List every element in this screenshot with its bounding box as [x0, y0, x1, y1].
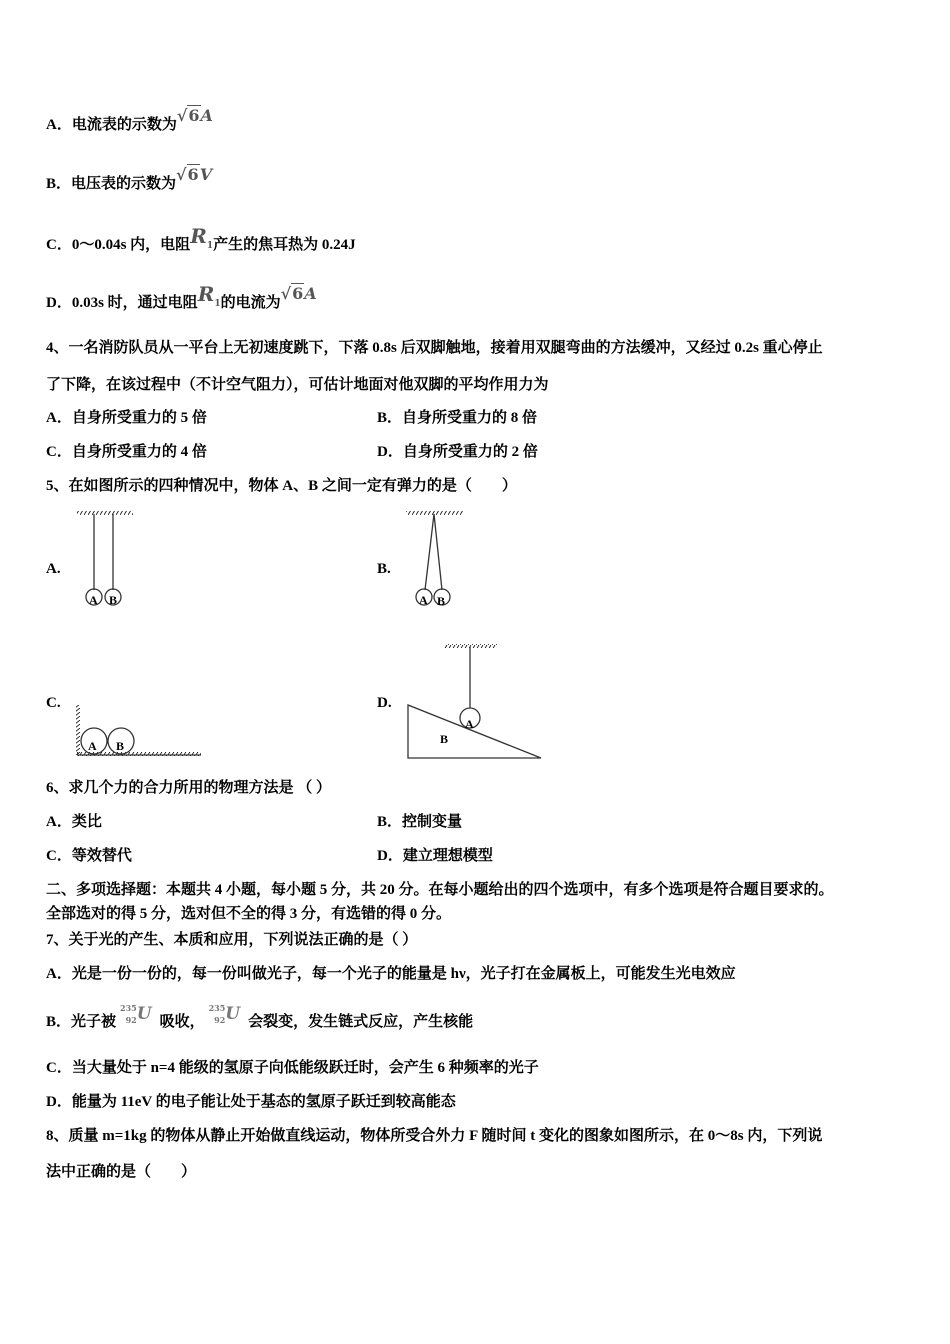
q7-stem: 7、关于光的产生、本质和应用，下列说法正确的是（ ）: [46, 932, 418, 948]
ball-b-label: B: [116, 739, 125, 753]
diagram-b: [406, 511, 464, 605]
option-label: B．: [377, 814, 403, 830]
q4-stem-line2: 了下降，在该过程中（不计空气阻力），可估计地面对他双脚的平均作用力为: [46, 377, 549, 393]
atomic-number: 92: [214, 1015, 226, 1025]
option-text: 产生的焦耳热为 0.24J: [213, 237, 356, 253]
q3-option-d: [46, 282, 317, 320]
q7-option-d: [46, 1092, 456, 1112]
math-sub: 1: [206, 241, 214, 251]
q3-option-a: [46, 106, 213, 135]
q6-option-b: [377, 812, 462, 832]
option-text: 0～0.04s 内，电阻: [71, 237, 191, 253]
option-label: C．: [46, 237, 72, 253]
option-label: C．: [46, 1060, 72, 1076]
math-sub: 1: [214, 299, 221, 309]
option-text: 自身所受重力的 2 倍: [402, 444, 538, 460]
section-2-instructions: 全部选对的得 5 分，选对但不全的得 3 分，有选错的得 0 分。: [46, 906, 452, 922]
q4-option-c: [46, 442, 207, 462]
ball-a-label: A: [465, 717, 474, 731]
q4-option-a: [46, 408, 207, 428]
option-label: A．: [46, 966, 72, 982]
q7-option-a: [46, 964, 736, 984]
isotope-u235: [209, 1002, 241, 1026]
option-label: B．: [46, 1014, 72, 1030]
option-text: 自身所受重力的 4 倍: [71, 444, 207, 460]
q3-option-c: [46, 224, 356, 262]
math-unit: V: [199, 165, 213, 184]
option-text: 自身所受重力的 8 倍: [402, 410, 538, 426]
q5-option-c-label: C.: [46, 695, 61, 711]
ball-b-label: B: [109, 593, 118, 607]
option-text: 光子被: [71, 1014, 117, 1030]
math-r1: [190, 224, 214, 251]
option-label: D．: [46, 295, 72, 311]
option-label: A．: [46, 410, 72, 426]
mass-number: 235: [120, 1003, 137, 1013]
ball-a-label: A: [419, 593, 428, 607]
option-text: 光是一份一份的，每一份叫做光子，每一个光子的能量是 hν，光子打在金属板上，可能发生光电效应: [71, 966, 736, 982]
ball-b-label: B: [437, 594, 446, 608]
diagram-d: [408, 644, 541, 758]
q6-option-a: [46, 812, 102, 832]
q6-option-d: [377, 846, 493, 866]
option-label: C．: [46, 848, 72, 864]
option-text: 电流表的示数为: [71, 117, 177, 133]
math-unit: A: [304, 284, 317, 303]
math-unit: A: [200, 106, 213, 125]
option-text: 类比: [71, 814, 102, 830]
math-r: R: [190, 224, 207, 248]
option-text: 会裂变，发生链式反应，产生核能: [248, 1014, 474, 1030]
option-label: D．: [377, 848, 403, 864]
option-label: D．: [46, 1094, 72, 1110]
math-r: R: [197, 282, 215, 306]
q5-option-b-label: B.: [377, 561, 391, 577]
ball-a-label: A: [89, 593, 98, 607]
q8-stem-line1: 8、质量 m=1kg 的物体从静止开始做直线运动，物体所受合外力 F 随时间 t 变化的图象如图所示，在 0～8s 内，下列说: [46, 1128, 823, 1144]
option-text: 自身所受重力的 5 倍: [71, 410, 207, 426]
math-sqrt: √6V: [176, 165, 213, 184]
q7-option-b: [46, 1003, 474, 1034]
option-text: 建立理想模型: [402, 848, 493, 864]
q4-stem-line1: 4、一名消防队员从一平台上无初速度跳下，下落 0.8s 后双脚触地，接着用双腿弯曲的方法缓冲，又经过 0.2s 重心停止: [46, 340, 823, 356]
q4-option-b: [377, 408, 537, 428]
q5-stem: 5、在如图所示的四种情况中，物体 A、B 之间一定有弹力的是（ ）: [46, 478, 517, 494]
block-b-label: B: [440, 732, 449, 746]
math-radicand: 6: [187, 165, 199, 184]
q7-option-c: [46, 1058, 539, 1078]
q5-option-a-label: A.: [46, 561, 61, 577]
option-text: 等效替代: [71, 848, 132, 864]
option-text: 控制变量: [402, 814, 463, 830]
option-label: B．: [46, 176, 72, 192]
math-radicand: 6: [188, 106, 200, 125]
option-text: 的电流为: [220, 295, 281, 311]
math-sqrt: √6A: [176, 106, 213, 125]
option-label: A．: [46, 814, 72, 830]
element-symbol: U: [225, 1004, 241, 1024]
ball-a-label: A: [88, 739, 97, 753]
q6-stem: 6、求几个力的合力所用的物理方法是 （ ）: [46, 780, 332, 796]
math-sqrt: √6A: [280, 284, 317, 303]
option-text: 吸收，: [159, 1014, 205, 1030]
math-radicand: 6: [292, 284, 304, 303]
option-text: 当大量处于 n=4 能级的氢原子向低能级跃迁时，会产生 6 种频率的光子: [71, 1060, 539, 1076]
section-2-heading: 二、多项选择题：本题共 4 小题，每小题 5 分，共 20 分。在每小题给出的四个选项中，有多个选项是符合题目要求的。: [46, 882, 834, 898]
q3-option-b: [46, 165, 213, 194]
mass-number: 235: [208, 1003, 226, 1013]
math-r1: [197, 282, 221, 309]
option-label: A．: [46, 117, 72, 133]
option-text: 电压表的示数为: [71, 176, 177, 192]
option-text: 0.03s 时，通过电阻: [71, 295, 198, 311]
q4-option-d: [377, 442, 538, 462]
q6-option-c: [46, 846, 132, 866]
q5-diagrams: [0, 500, 600, 770]
atomic-number: 92: [125, 1015, 137, 1025]
element-symbol: U: [136, 1004, 152, 1024]
option-label: C．: [46, 444, 72, 460]
q8-stem-line2: 法中正确的是（ ）: [46, 1164, 197, 1180]
isotope-u235: [120, 1002, 152, 1026]
option-label: D．: [377, 444, 403, 460]
option-label: B．: [377, 410, 403, 426]
q5-option-d-label: D.: [377, 695, 392, 711]
diagram-a: [77, 511, 133, 605]
option-text: 能量为 11eV 的电子能让处于基态的氢原子跃迁到较高能态: [71, 1094, 456, 1110]
